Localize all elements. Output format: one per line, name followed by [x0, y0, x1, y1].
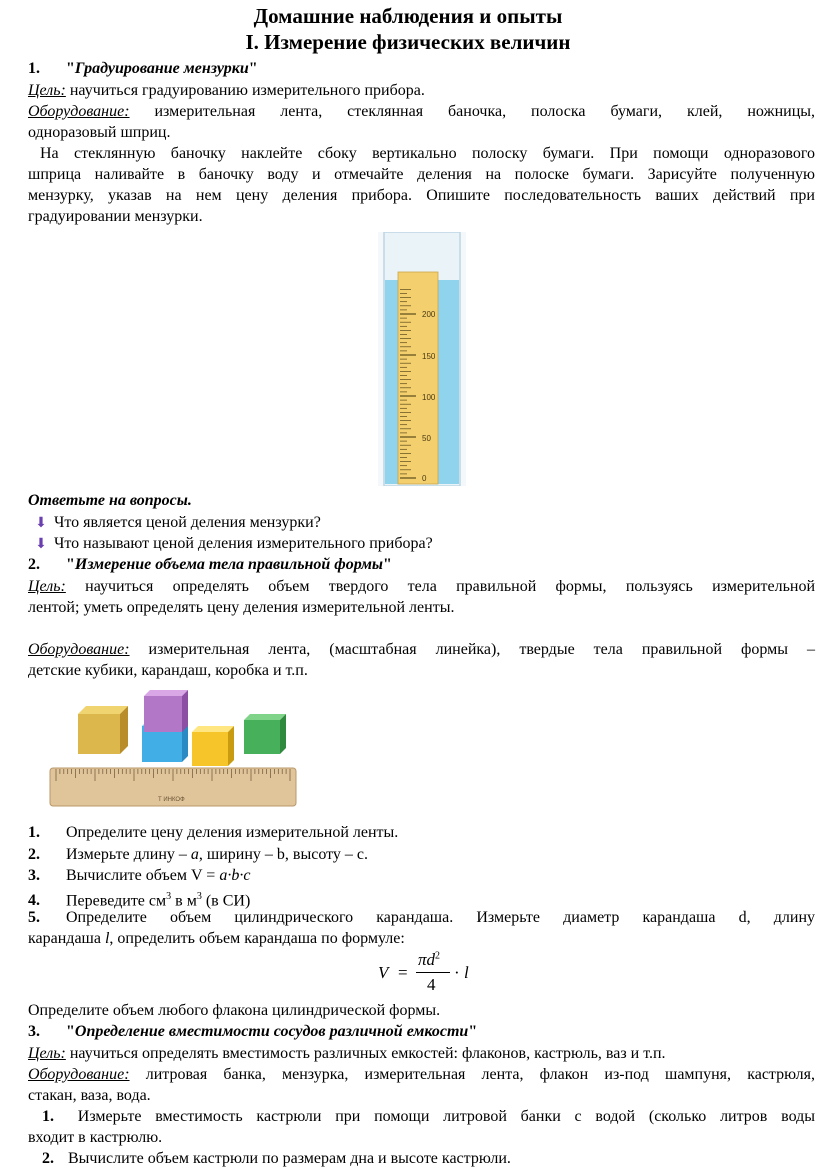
arrow-down-icon: ⬇ — [35, 516, 47, 531]
small-yellow-cube — [192, 726, 234, 766]
s1-equipment-cont: одноразовый шприц. — [28, 124, 171, 141]
s3-equipment: Оборудование: литровая банка, мензурка, измерительная лента, флакон из-под шампуня, кастрюля, — [28, 1066, 816, 1083]
questions-heading: Ответьте на вопросы. — [28, 492, 192, 509]
s2-step-5-cont: карандаша l, определить объем карандаша по формуле: — [28, 930, 405, 947]
green-cube — [244, 714, 286, 754]
s2-goal-cont: лентой; уметь определять цену деления измерительной ленты. — [28, 599, 455, 616]
s1-equipment: Оборудование: измерительная лента, стеклянная баночка, полоска бумаги, клей, ножницы, — [28, 103, 816, 120]
tick-label-200: 200 — [422, 310, 436, 319]
question-item: ⬇ Что является ценой деления мензурки? — [28, 512, 815, 534]
volume-formula: V = $\pi d^2$ 4 · l — [378, 950, 469, 994]
tick-label-100: 100 — [422, 393, 436, 402]
s1-para-line1: На стеклянную баночку наклейте сбоку вертикально полоску бумаги. При помощи одноразового — [40, 145, 815, 162]
tick-label-150: 150 — [422, 352, 436, 361]
purple-cube — [144, 690, 188, 732]
beaker-figure — [378, 232, 466, 486]
s3-heading: 3. "Определение вместимости сосудов различной емкости" — [28, 1023, 478, 1040]
s2-heading: 2. "Измерение объема тела правильной формы" — [28, 556, 392, 573]
s3-step-1: 1. Измерьте вместимость кастрюли при помощи литровой банки с водой (сколько литров воды — [42, 1108, 815, 1125]
ruler-brand: Т ИНКОФ — [158, 797, 185, 803]
s2-step-3: 3. Вычислите объем V = a·b·c — [28, 867, 251, 884]
s1-para-line4: градуировании мензурки. — [28, 208, 203, 225]
question-item: ⬇ Что называют ценой деления измерительного прибора? — [28, 533, 815, 555]
s3-step-1-cont: входит в кастрюлю. — [28, 1129, 163, 1146]
s1-para-line3: мензурку, указав на нем цену деления прибора. Опишите последовательность ваших действий при — [28, 187, 815, 204]
s2-after: Определите объем любого флакона цилиндрической формы. — [28, 1002, 441, 1019]
page-title: Домашние наблюдения и опыты — [253, 4, 563, 28]
yellow-cube — [78, 706, 128, 754]
s2-step-2: 2. Измерьте длину – a, ширину – b, высоту – с. — [28, 846, 368, 863]
tick-label-0: 0 — [422, 474, 427, 483]
cubes-ruler-figure — [48, 688, 298, 810]
s3-equipment-cont: стакан, ваза, вода. — [28, 1087, 151, 1104]
arrow-down-icon: ⬇ — [35, 537, 47, 552]
s1-heading: 1. "Градуирование мензурки" — [28, 60, 258, 77]
s3-goal: Цель: научиться определять вместимость различных емкостей: флаконов, кастрюль, ваз и т.п. — [28, 1045, 666, 1062]
paper-tape — [398, 272, 438, 484]
s1-goal: Цель: научиться градуированию измерительного прибора. — [28, 82, 425, 99]
s2-equipment-cont: детские кубики, карандаш, коробка и т.п. — [28, 662, 308, 679]
fraction-bar — [416, 972, 450, 973]
s2-step-1: 1. Определите цену деления измерительной ленты. — [28, 824, 399, 841]
section-title: I. Измерение физических величин — [245, 30, 571, 54]
s2-step-4: 4. Переведите $см^3$ в $м^3$ (в СИ) — [28, 891, 251, 910]
s2-goal: Цель: научиться определять объем твердого тела правильной формы, пользуясь измерительной — [28, 578, 816, 595]
s2-step-5: 5. Определите объем цилиндрического карандаша. Измерьте диаметр карандаша d, длину — [28, 909, 815, 926]
s1-para-line2: шприца наливайте в баночку воду и отмечайте деления на полоске бумаги. Зарисуйте полученную — [28, 166, 815, 183]
tick-label-50: 50 — [422, 434, 431, 443]
s3-step-2: 2. Вычислите объем кастрюли по размерам дна и высоте кастрюли. — [42, 1150, 511, 1167]
s2-equipment: Оборудование: измерительная лента, (масштабная линейка), твердые тела правильной формы – — [28, 641, 816, 658]
